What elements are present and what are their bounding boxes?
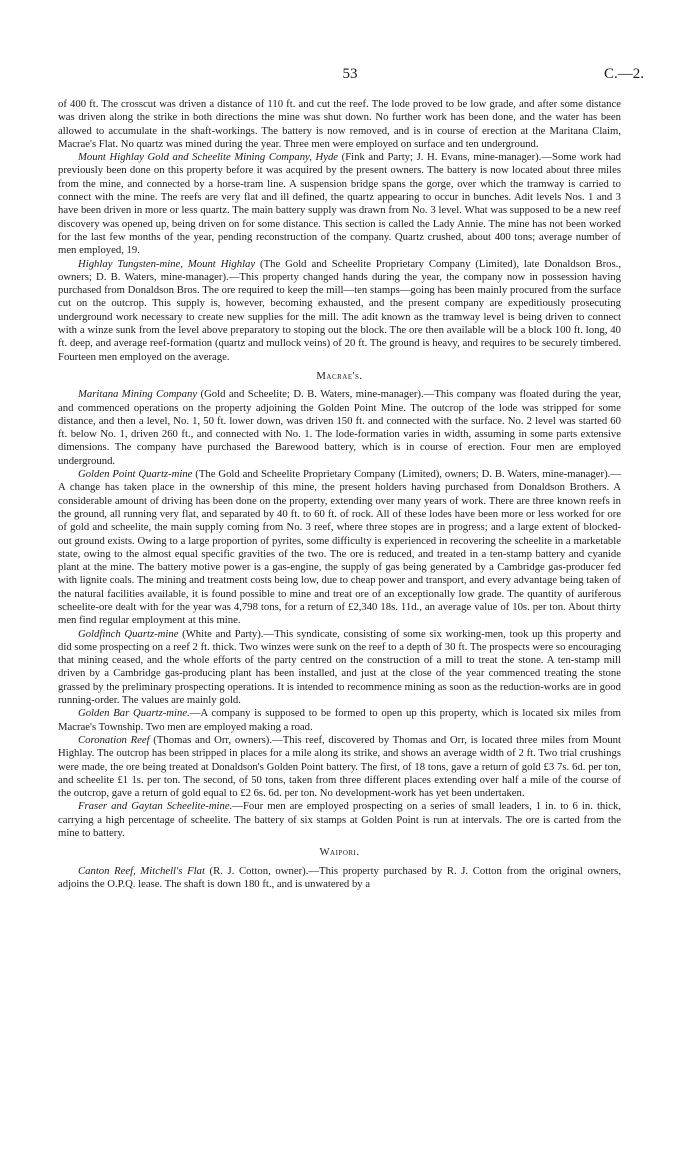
page-number: 53 [342, 66, 358, 82]
section-heading-waipori: Waipori. [319, 846, 360, 859]
paragraph: Maritana Mining Company (Gold and Scheelite; D. B. Waters, mine-manager).—This company was floated during the year, and commenced operations on the property adjoining the Golden Point Mine. The outcrop of the lode was stripped for some distance, and then a level, No. 1, 50 ft. lower down, was driven 150 ft. and connected with the surface. No. 2 level was started 60 ft. below No. 1, driven 260 ft., and connected with No. 1. The lode-formation varies in width, assuming in some parts extensive dimensions. The company have purchased the Barewood battery, which is in course of erection. Four men are employed underground. [58, 388, 622, 467]
document-body [58, 98, 621, 891]
paragraph: Highlay Tungsten-mine, Mount Highlay (The Gold and Scheelite Proprietary Company (Limited), late Donaldson Bros., owners; D. B. Waters, mine-manager).—This property changed hands during the year, the company now in possession having purchased from Donaldson Bros. The ore required to keep the mill—ten stamps—going has been mainly procured from the surface cut on the outcrop. This supply is, however, becoming exhausted, and the present company are expeditiously prosecuting underground work necessary to create new supplies for the mill. The adit known as the tramway level is being driven to connect with a winze sunk from the level above preparatory to stoping out the block. The ore then available will be a block 100 ft. long, 40 ft. deep, and average reef-formation (quartz and mullock veins) of 20 ft. The ground is heavy, and requires to be securely timbered. Fourteen men employed on the average. [58, 257, 622, 363]
paragraph: Goldfinch Quartz-mine (White and Party).—This syndicate, consisting of some six working-men, took up this property and did some prospecting on a reef 2 ft. thick. Two winzes were sunk on the reef to a depth of 30 ft. The prospects were so encouraging that mining ceased, and the whole efforts of the party centred on the construction of a mill to treat the stone. A ten-stamp mill driven by a Cambridge gas-producing plant has been installed, and just at the close of the year commenced treating the stone grassed by the preliminary prospecting operations. It is intended to recommence mining as soon as the reduction-works are in good running-order. The values are mainly gold. [58, 627, 621, 707]
mine-name: Golden Bar Quartz-mine. [78, 707, 190, 720]
paragraph: Fraser and Gaytan Scheelite-mine.—Four men are employed prospecting on a series of small leaders, 1 in. to 6 in. thick, carrying a high percentage of scheelite. The battery of six stamps at Golden Point is run at intervals. The ore is carted from the mine to battery. [58, 800, 621, 840]
mine-name: Mount Highlay Gold and Scheelite Mining Company, Hyde [78, 151, 339, 164]
paragraph: Canton Reef, Mitchell's Flat (R. J. Cotton, owner).—This property purchased by R. J. Cotton from the original owners, adjoins the O.P.Q. lease. The shaft is down 180 ft., and is unwatered by a [58, 864, 622, 890]
page-header [0, 66, 700, 86]
mine-name: Canton Reef, Mitchell's Flat [78, 864, 205, 877]
paragraph: Golden Point Quartz-mine (The Gold and Scheelite Proprietary Company (Limited), owners; D. B. Waters, mine-manager).—A change has taken place in the ownership of this mine, the present holders having purchased from Donaldson Brothers. A considerable amount of driving has been done on the property, extending over many years of work. There are three known reefs in the ground, all running very flat, and separated by 40 ft. to 60 ft. of rock. All of these lodes have been more or less worked for ore of gold and scheelite, the main supply coming from No. 3 reef, where three stopes are in progress; and a large extent of blocked-out ground exists. Owing to a large proportion of pyrites, some difficulty is experienced in recovering the scheelite in a marketable state, owing to the almost equal specific gravities of the two. The ore is reduced, and treated in a ten-stamp battery and cyanide plant at the mine. The battery motive power is a gas-engine, the supply of gas being generated by a Cambridge gas-producer fed with lignite coals. The mining and treatment costs being low, due to cheap power and transport, and every advantage being taken of the natural facilities available, it is found possible to mine and treat ore of an exceptionally low grade. The quantity of auriferous scheelite-ore dealt with for the year was 4,798 tons, for a return of £2,340 18s. 11d., an average value of 10s. per ton. About thirty men find regular employment at this mine. [58, 468, 621, 627]
paragraph: Golden Bar Quartz-mine.—A company is supposed to be formed to open up this property, which is located six miles from Macrae's Township. Two men are employed making a road. [58, 707, 621, 733]
mine-name: Maritana Mining Company [78, 388, 198, 401]
mine-name: Highlay Tungsten-mine, Mount Highlay [78, 257, 256, 270]
section-heading-macraes: Macrae's. [316, 369, 363, 382]
document-reference: C.—2. [603, 66, 644, 82]
paragraph: of 400 ft. The crosscut was driven a distance of 110 ft. and cut the reef. The lode proved to be low grade, and after some distance was driven along the strike in both directions the mine was shut down. No further work has been done, and the water has been allowed to accumulate in the shaft-workings. The battery is now removed, and is in course of erection at the Maritana Claim, Macrae's Flat. No quartz was mined during the year. Three men were employed on surface and ten underground. [58, 98, 621, 150]
paragraph: Mount Highlay Gold and Scheelite Mining Company, Hyde (Fink and Party; J. H. Evans, mine-manager).—Some work had previously been done on this property before it was acquired by the present owners. The battery is now located about three miles from the mine, and connected by a horse-tram line. A suspension bridge spans the gorge, over which the tramway is carried to connect with the mine. The reefs are very flat and ill defined, the quartz appearing to occur in bunches. Adit levels Nos. 1 and 3 have been driven in more or less quartz. The main battery supply was drawn from No. 3 level. What was supposed to be a new reef discovery was opened up, being driven on for some distance. This section is called the Lady Annie. The mine has not been worked for the last few months of the year, pending reconstruction of the company. Quartz crushed, about 400 tons; average number of men employed, 19. [58, 151, 621, 257]
mine-name: Coronation Reef [78, 733, 150, 746]
mine-name: Goldfinch Quartz-mine [78, 627, 179, 640]
paragraph: Coronation Reef (Thomas and Orr, owners).—This reef, discovered by Thomas and Orr, is located three miles from Mount Highlay. The outcrop has been stripped in places for a mile along its strike, and shows an average width of 2 ft. Two trial crushings were made, the ore being treated at Donaldson's Golden Point battery. The first, of 18 tons, gave a return of gold £3 7s. 6d. per ton, and scheelite £1 1s. per ton. The second, of 50 tons, taken from three different places extending over half a mile of the course of the outcrop, gave a return of gold equal to £2 6s. 6d. per ton. No development-work has yet been undertaken. [58, 733, 621, 800]
mine-name: Golden Point Quartz-mine [78, 468, 193, 481]
mine-name: Fraser and Gaytan Scheelite-mine. [78, 800, 233, 813]
